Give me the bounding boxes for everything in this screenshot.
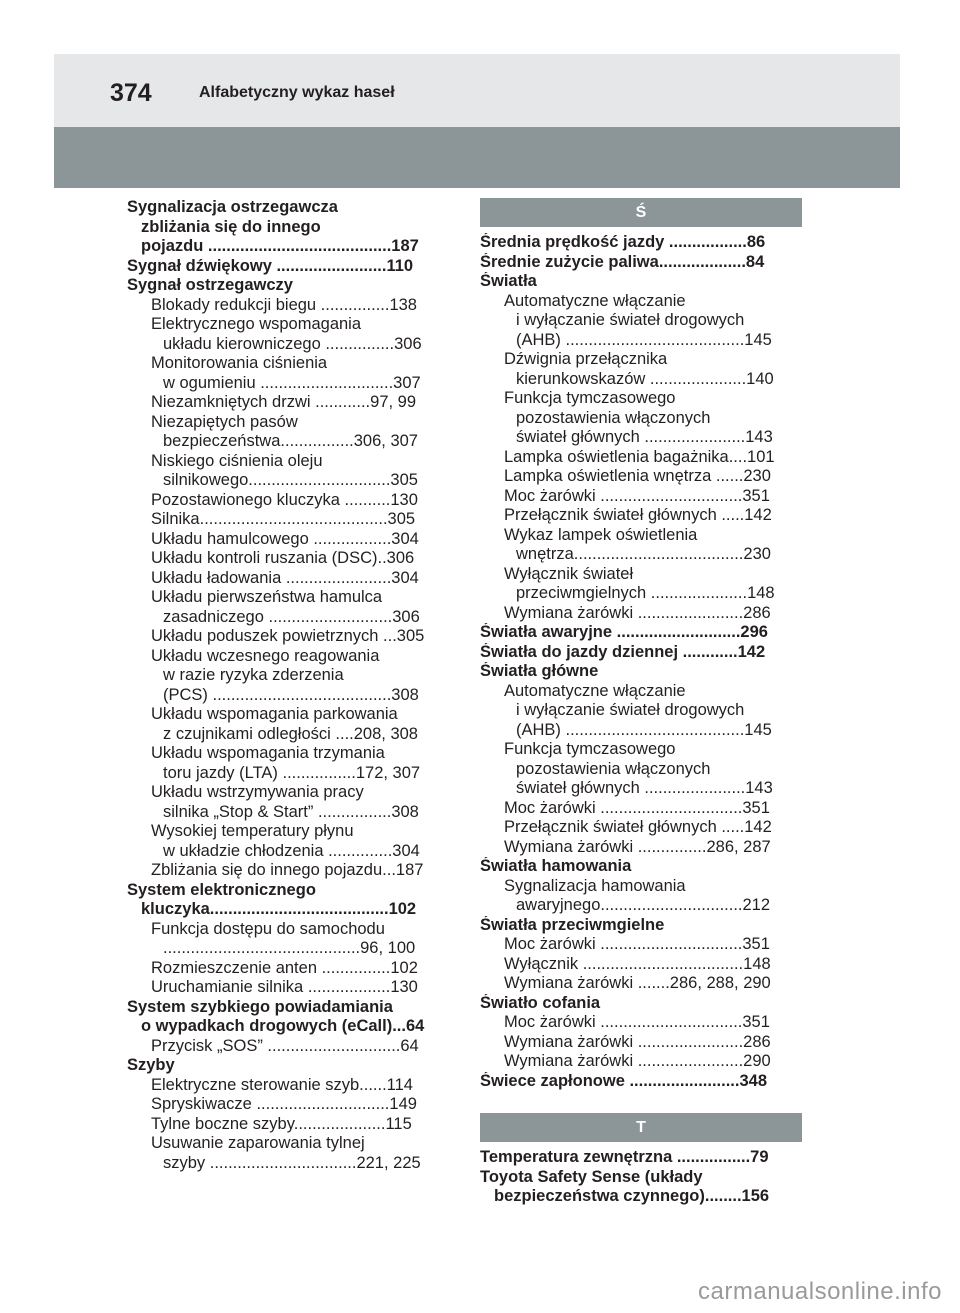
index-subentry: Układu kontroli ruszania (DSC)..306 [151, 549, 415, 567]
entry-line: Monitorowania ciśnienia [151, 354, 328, 372]
entry-line: Wykaz lampek oświetlenia [504, 525, 698, 544]
index-entry: Światło cofania [480, 993, 601, 1012]
entry-continuation-line: szyby ................................221, 225 [163, 1153, 421, 1172]
index-subentry: Wymiana żarówki ...............286, 287 [504, 837, 771, 856]
index-subentry [127, 1134, 445, 1173]
entry-continuation-line: świateł głównych ......................143 [516, 428, 773, 446]
entry-line: Automatyczne włączanie [504, 291, 686, 310]
index-subentry: Moc żarówki ...............................351 [504, 1013, 770, 1031]
entry-continuation-line: silnika „Stop & Start” ................308 [163, 802, 419, 821]
entry-line: System szybkiego powiadamiania [127, 997, 393, 1016]
index-column-left [127, 198, 445, 1173]
index-entry [127, 881, 445, 920]
entry-line: Wyłącznik świateł [504, 564, 634, 583]
index-entry: Średnie zużycie paliwa...................84 [480, 252, 765, 271]
entry-line: Automatyczne włączanie [504, 681, 686, 700]
index-subentry: Moc żarówki ...............................351 [504, 798, 770, 817]
index-subentry [127, 647, 445, 706]
index-subentry [127, 452, 445, 491]
index-subentry: Rozmieszczenie anten ...............102 [151, 958, 418, 977]
entry-line: Układu wspomagania trzymania [151, 744, 385, 762]
index-entry [127, 998, 445, 1037]
entry-continuation-line: i wyłączanie świateł drogowych [516, 311, 745, 329]
entry-continuation-line: wnętrza.....................................230 [516, 545, 771, 563]
index-entry [480, 1168, 798, 1207]
entry-continuation-line: pojazdu ........................................187 [141, 237, 419, 255]
entry-continuation-line: przeciwmgielnych .....................148 [516, 584, 775, 602]
entry-line: Układu wspomagania parkowania [151, 705, 398, 723]
section-letter-header: Ś [480, 198, 802, 227]
entry-continuation-line: (AHB) .......................................145 [516, 720, 772, 739]
index-subentry: Elektryczne sterowanie szyb......114 [151, 1075, 413, 1094]
entry-continuation-line: awaryjnego...............................212 [516, 896, 771, 914]
index-subentry [480, 682, 798, 741]
entry-continuation-line: (AHB) .......................................145 [516, 330, 772, 349]
page-title: Alfabetyczny wykaz haseł [199, 84, 395, 101]
index-subentry: Przełącznik świateł głównych .....142 [504, 506, 772, 524]
entry-line: Usuwanie zaparowania tylnej [151, 1134, 365, 1152]
index-entry: Światła [480, 272, 537, 290]
index-subentry: Przycisk „SOS” .............................64 [151, 1036, 419, 1055]
index-subentry: Zbliżania się do innego pojazdu...187 [151, 861, 424, 879]
index-subentry: Lampka oświetlenia wnętrza ......230 [504, 467, 771, 485]
entry-line: Sygnalizacja ostrzegawcza [127, 198, 338, 216]
entry-line: Niskiego ciśnienia oleju [151, 451, 323, 470]
index-subentry [127, 413, 445, 452]
entry-continuation-line: bezpieczeństwa czynnego)........156 [494, 1187, 770, 1205]
header-band [54, 127, 900, 188]
entry-line: Dźwignia przełącznika [504, 350, 668, 368]
index-entry [127, 198, 445, 257]
index-subentry [127, 744, 445, 783]
index-entry: Średnia prędkość jazdy .................86 [480, 233, 766, 251]
index-subentry: Silnika.........................................305 [151, 510, 416, 528]
index-entry: Temperatura zewnętrzna ................79 [480, 1148, 769, 1166]
index-subentry: Układu ładowania .......................304 [151, 568, 419, 587]
section-gap [480, 1091, 798, 1113]
section-letter-header: T [480, 1113, 802, 1142]
entry-continuation-line: świateł głównych ......................143 [516, 779, 773, 797]
entry-line: Toyota Safety Sense (układy [480, 1167, 703, 1186]
index-subentry: Pozostawionego kluczyka ..........130 [151, 490, 418, 509]
index-subentry: Lampka oświetlenia bagażnika....101 [504, 447, 775, 466]
index-entry: Sygnał dźwiękowy ........................110 [127, 256, 414, 275]
index-subentry [480, 526, 798, 565]
index-subentry: Tylne boczne szyby....................115 [151, 1114, 412, 1133]
index-subentry [480, 350, 798, 389]
header-bar [54, 54, 900, 127]
entry-continuation-line: zasadniczego ...........................306 [163, 607, 420, 626]
index-subentry: Wymiana żarówki .......................286 [504, 1032, 771, 1051]
index-subentry [480, 292, 798, 351]
index-subentry [480, 740, 798, 799]
entry-continuation-line: w układzie chłodzenia ..............304 [163, 841, 420, 860]
watermark: carmanualsonline.info [698, 1278, 942, 1305]
entry-continuation-line: w ogumieniu .............................307 [163, 373, 421, 392]
entry-line: Sygnalizacja hamowania [504, 876, 686, 895]
index-subentry [127, 705, 445, 744]
entry-line: Funkcja dostępu do samochodu [151, 919, 385, 938]
entry-continuation-line: pozostawienia włączonych [516, 759, 711, 778]
index-subentry [127, 920, 445, 959]
entry-continuation-line: układu kierowniczego ...............306 [163, 334, 422, 353]
index-entry: Światła do jazdy dziennej ............142 [480, 642, 766, 661]
entry-line: Układu wstrzymywania pracy [151, 783, 364, 801]
entry-line: Niezapiętych pasów [151, 412, 298, 431]
entry-continuation-line: i wyłączanie świateł drogowych [516, 701, 745, 719]
entry-line: Układu wczesnego reagowania [151, 646, 380, 665]
entry-continuation-line: ...........................................96, 100 [163, 939, 416, 957]
index-subentry: Moc żarówki ...............................351 [504, 935, 770, 953]
entry-line: Wysokiej temperatury płynu [151, 822, 354, 840]
index-subentry [480, 877, 798, 916]
index-entry: Świece zapłonowe ........................348 [480, 1071, 768, 1090]
entry-continuation-line: w razie ryzyka zderzenia [163, 666, 344, 684]
index-subentry: Wyłącznik ...................................148 [504, 954, 771, 973]
index-subentry: Układu poduszek powietrznych ...305 [151, 627, 425, 645]
index-entry: Sygnał ostrzegawczy [127, 276, 293, 294]
index-entry: Światła awaryjne ...........................296 [480, 623, 768, 641]
index-column-right [480, 198, 798, 1207]
entry-line: Funkcja tymczasowego [504, 740, 676, 758]
index-subentry [480, 389, 798, 448]
entry-continuation-line: o wypadkach drogowych (eCall)...64 [141, 1017, 425, 1035]
entry-line: Układu pierwszeństwa hamulca [151, 588, 383, 606]
entry-continuation-line: kluczyka.......................................102 [141, 900, 417, 918]
entry-continuation-line: pozostawienia włączonych [516, 408, 711, 427]
index-entry: Światła przeciwmgielne [480, 915, 665, 934]
index-entry: Szyby [127, 1056, 175, 1074]
index-subentry: Przełącznik świateł głównych .....142 [504, 818, 772, 836]
index-subentry: Wymiana żarówki .......................286 [504, 603, 771, 622]
index-subentry: Wymiana żarówki .......................290 [504, 1052, 771, 1070]
index-subentry: Niezamkniętych drzwi ............97, 99 [151, 393, 417, 411]
entry-line: Funkcja tymczasowego [504, 389, 676, 407]
entry-continuation-line: (PCS) .......................................308 [163, 685, 419, 704]
index-subentry [127, 315, 445, 354]
index-entry: Światła hamowania [480, 857, 632, 875]
entry-line: System elektronicznego [127, 880, 316, 899]
entry-continuation-line: toru jazdy (LTA) ................172, 307 [163, 763, 421, 782]
index-subentry: Blokady redukcji biegu ...............138 [151, 295, 417, 314]
index-subentry: Wymiana żarówki .......286, 288, 290 [504, 974, 771, 992]
entry-continuation-line: z czujnikami odległości ....208, 308 [163, 724, 418, 743]
entry-continuation-line: silnikowego...............................305 [163, 471, 418, 489]
index-subentry: Układu hamulcowego .................304 [151, 529, 419, 548]
index-subentry: Uruchamianie silnika ..................130 [151, 978, 418, 996]
entry-continuation-line: zbliżania się do innego [141, 217, 321, 236]
index-entry: Światła główne [480, 662, 599, 680]
entry-continuation-line: kierunkowskazów .....................140 [516, 369, 774, 388]
index-subentry [480, 565, 798, 604]
entry-continuation-line: bezpieczeństwa................306, 307 [163, 432, 418, 450]
page-number: 374 [110, 79, 152, 107]
index-subentry [127, 822, 445, 861]
entry-line: Elektrycznego wspomagania [151, 315, 362, 333]
index-subentry [127, 588, 445, 627]
index-subentry: Moc żarówki ...............................351 [504, 486, 770, 505]
index-subentry: Spryskiwacze .............................149 [151, 1095, 417, 1113]
index-subentry [127, 783, 445, 822]
index-subentry [127, 354, 445, 393]
